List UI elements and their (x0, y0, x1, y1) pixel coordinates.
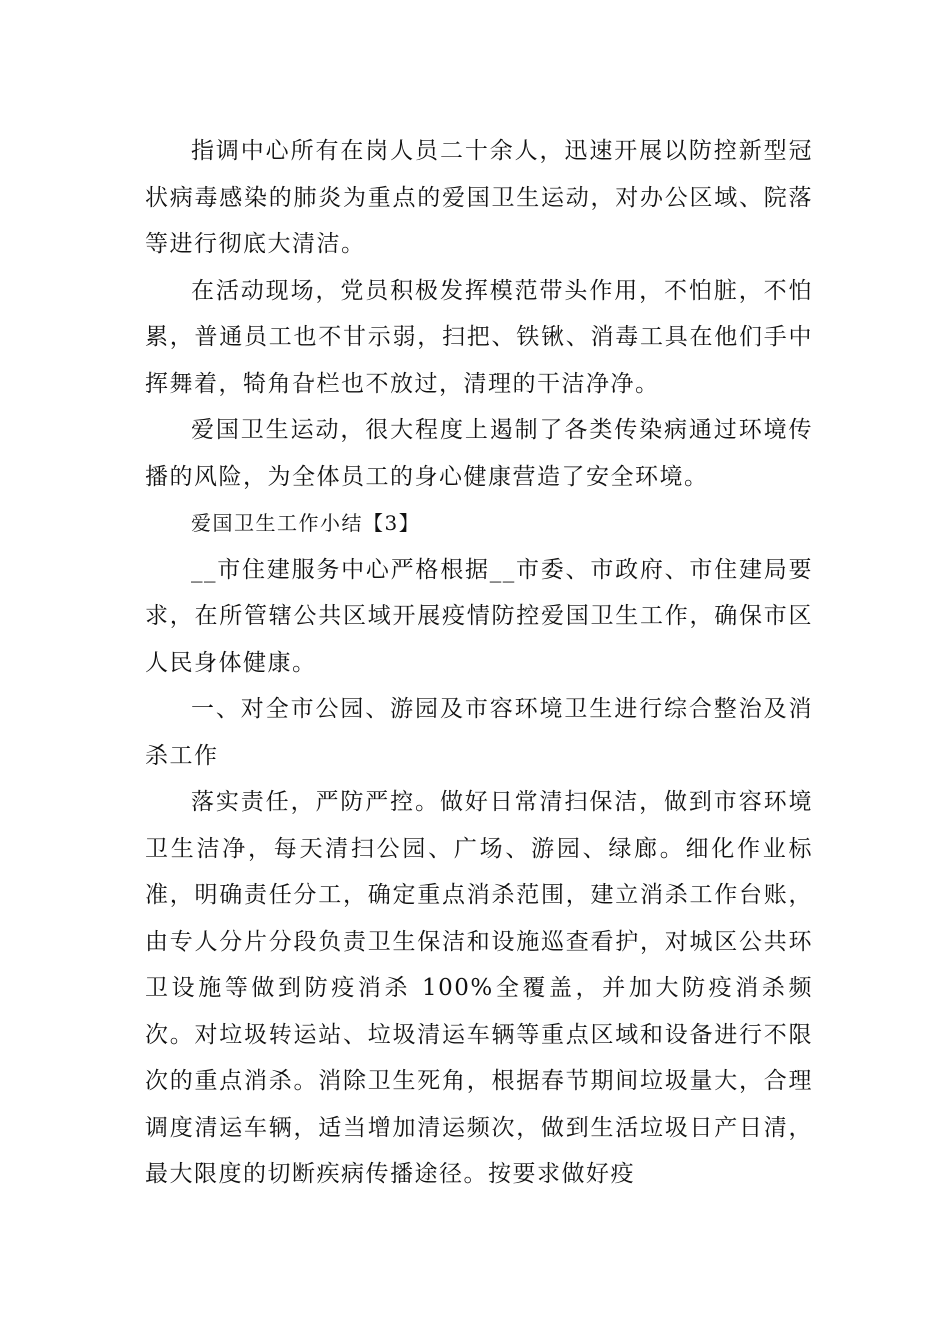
section-heading: 爱国卫生工作小结【3】 (191, 511, 421, 535)
paragraph-campaign-result: 爱国卫生运动，很大程度上遏制了各类传染病通过环境传播的风险，为全体员工的身心健康营造了安全环境。 (145, 417, 813, 490)
document-body (145, 128, 813, 1198)
paragraph-housing-center: __市住建服务中心严格根据__市委、市政府、市住建局要求，在所管辖公共区域开展疫情防控爱国卫生工作，确保市区人民身体健康。 (145, 556, 813, 676)
paragraph-responsibility: 落实责任，严防严控。做好日常清扫保洁，做到市容环境卫生洁净，每天清扫公园、广场、游园、绿廊。细化作业标准，明确责任分工，确定重点消杀范围，建立消杀工作台账，由专人分片分段负责卫生保洁和设施巡查看护，对城区公共环卫设施等做到防疫消杀 100%全覆盖，并加大防疫消杀频次。对垃圾转运站、垃圾清运车辆等重点区域和设备进行不限次的重点消杀。消除卫生死角，根据春节期间垃圾量大，合理调度清运车辆，适当增加清运频次，做到生活垃圾日产日清，最大限度的切断疾病传播途径。按要求做好疫 (145, 789, 813, 1187)
subheading-item-one: 一、对全市公园、游园及市容环境卫生进行综合整治及消杀工作 (145, 696, 813, 769)
paragraph-cleanup: 指调中心所有在岗人员二十余人，迅速开展以防控新型冠状病毒感染的肺炎为重点的爱国卫生运动，对办公区域、院落等进行彻底大清洁。 (145, 138, 813, 257)
paragraph-activity-site: 在活动现场，党员积极发挥模范带头作用，不怕脏，不怕累，普通员工也不甘示弱，扫把、铁锹、消毒工具在他们手中挥舞着，犄角旮栏也不放过，清理的干洁净净。 (145, 277, 813, 397)
